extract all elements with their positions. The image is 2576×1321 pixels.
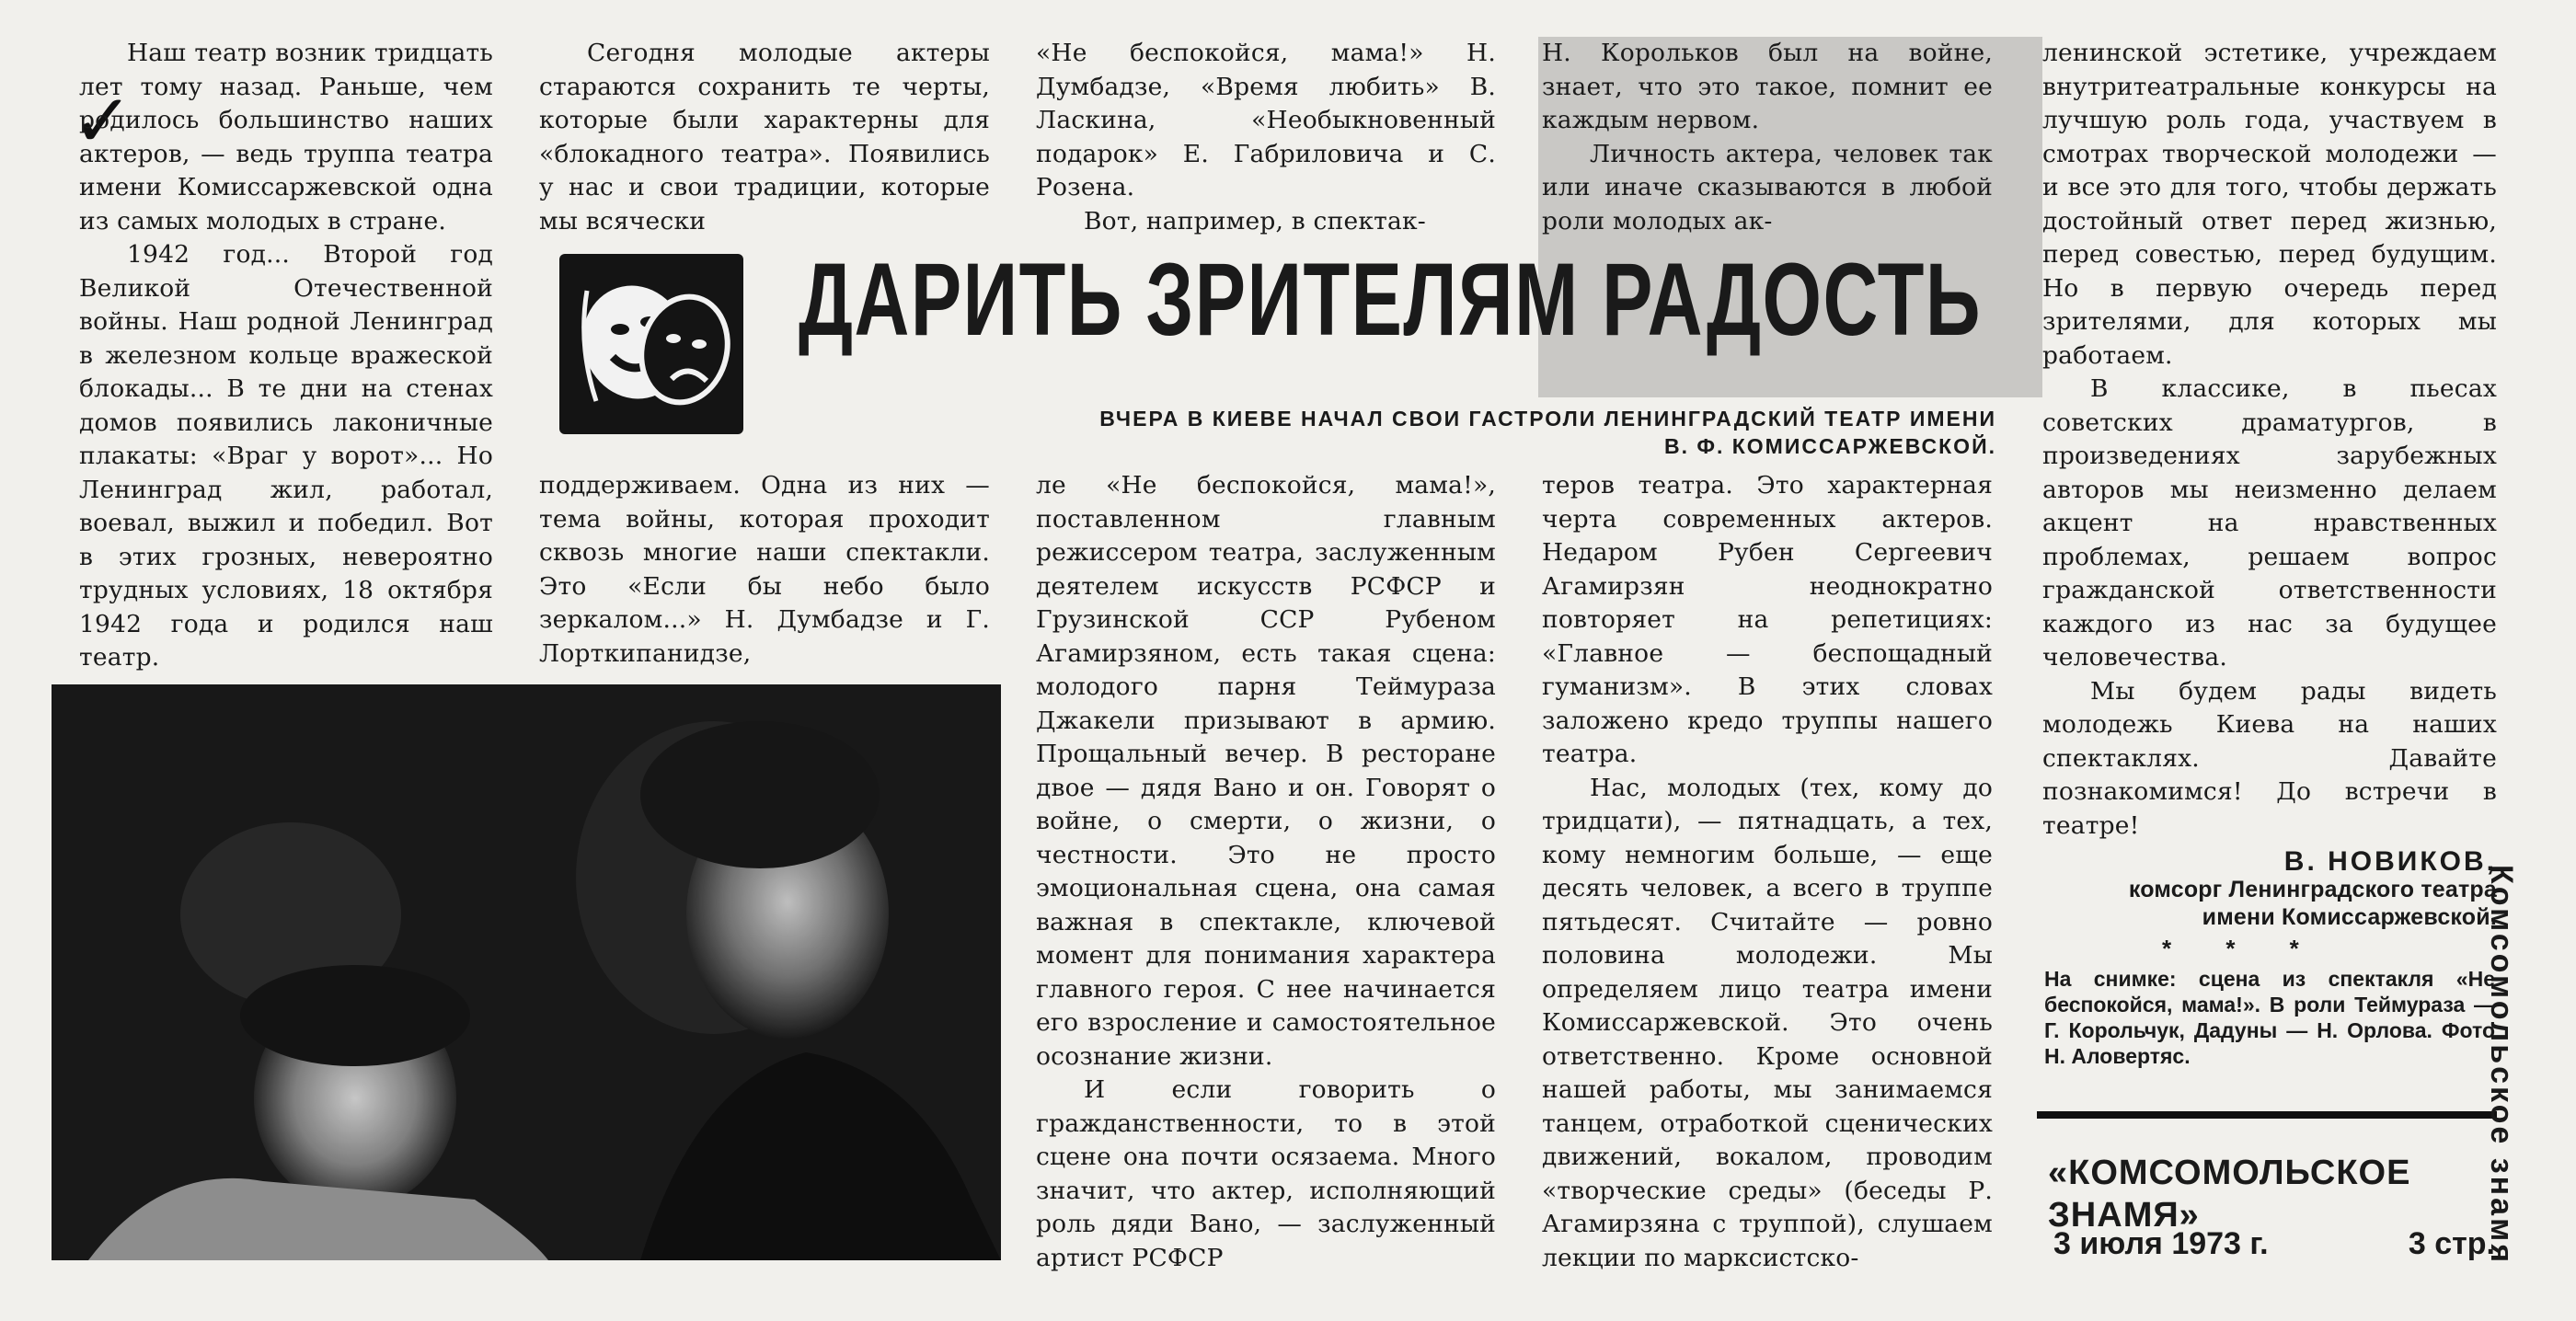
scene-photo (52, 684, 1001, 1260)
vertical-newspaper-label: Комсомольское знамя (2484, 865, 2519, 1266)
paragraph: «Не беспокойся, мама!» Н. Думбадзе, «Время любить» В. Ласкина, «Необыкновенный подарок» Е. Габриловича и С. Розена. (1036, 39, 1496, 201)
theatre-masks-icon (559, 254, 743, 434)
paragraph: Мы будем рады видеть молодежь Киева на наших спектаклях. Давайте познакомимся! До встречи в театре! (2042, 676, 2497, 840)
article-column-1 (79, 37, 493, 675)
paragraph: ле «Не беспокойся, мама!», поставленном главным режиссером театра, заслуженным деятелем искусств РСФСР и Грузинской ССР Рубеном Агамирзяном, есть такая сцена: молодого парня Теймураза Джакели призывают в армию. Прощальный вечер. В ресторане двое — дядя Вано и он. Говорят о войне, о смерти, о жизни, о честности. Это не просто эмоциональная сцена, она самая важная в спектакле, ключевой момент для понимания характера главного героя. С нее начинается его взросление и самостоятельное осознание жизни. (1036, 471, 1496, 1071)
separator-stars: * * * (2162, 935, 2323, 962)
paragraph: Н. Корольков был на войне, знает, что это такое, помнит ее каждым нервом. (1542, 39, 1993, 134)
article-column-4-bottom (1542, 469, 1993, 1275)
author-name: В. НОВИКОВ, (2283, 846, 2497, 877)
article-column-3-top (1036, 37, 1496, 238)
paragraph: 1942 год... Второй год Великой Отечественной войны. Наш родной Ленинград в железном кольце вражеской блокады... В те дни на стенах домов появились лаконичные плакаты: «Враг у ворот»... Но Ленинград жил, работал, воевал, выжил и победил. Вот в этих грозных, невероятно трудных условиях, 18 октября 1942 года и родился наш театр. (79, 240, 493, 672)
article-column-3-bottom (1036, 469, 1496, 1275)
newspaper-name: «КОМСОМОЛЬСКОЕ ЗНАМЯ» (2048, 1154, 2411, 1235)
paragraph: Сегодня молодые актеры стараются сохранить те черты, которые были характерны для «блокадного театра». Появились у нас и свои традиции, которые мы всячески (539, 39, 990, 235)
article-column-2-top (539, 37, 990, 238)
paragraph: И если говорить о гражданственности, то в этой сцене она почти осязаема. Много значит, что актер, исполняющий роль дяди Вано, — заслуженный артист РСФСР (1036, 1075, 1496, 1272)
photo-caption: На снимке: сцена из спектакля «Не беспокойся, мама!». В роли Теймураза — Г. Корольчук, Дадуны — Н. Орлова. Фото Н. Аловертяс. (2044, 967, 2495, 1068)
page-number: 3 стр. (2408, 1226, 2495, 1261)
headline: ДАРИТЬ ЗРИТЕЛЯМ РАДОСТЬ (799, 242, 1982, 357)
paragraph: поддерживаем. Одна из них — тема войны, которая проходит сквозь многие наши спектакли. Это «Если бы небо было зеркалом...» Н. Думбадзе и Г. Лорткипанидзе, (539, 471, 990, 668)
divider-rule (2037, 1111, 2497, 1119)
subheadline: ВЧЕРА В КИЕВЕ НАЧАЛ СВОИ ГАСТРОЛИ ЛЕНИНГРАДСКИЙ ТЕАТР ИМЕНИ В. Ф. КОМИССАРЖЕВСКОЙ. (1099, 407, 1996, 458)
author-title: комсорг Ленинградского театра имени Комиссаржевской. (2128, 877, 2497, 930)
publication-date: 3 июля 1973 г. (2053, 1226, 2269, 1261)
paragraph: В классике, в пьесах советских драматургов, в произведениях зарубежных авторов мы неизменно делаем акцент на нравственных проблемах, решаем вопрос гражданской ответственности каждого из нас за будущее человечества. (2042, 374, 2497, 672)
checkmark-icon: ✓ (72, 78, 134, 164)
article-column-5 (2042, 37, 2497, 931)
paragraph: Личность актера, человек так или иначе сказываются в любой роли молодых ак- (1542, 139, 1993, 235)
paragraph: Наш театр возник тридцать лет тому назад. Раньше, чем родилось большинство наших актеров, — ведь труппа театра имени Комиссаржевской одна из самых молодых в стране. (79, 39, 493, 235)
dateline (2053, 1223, 2495, 1264)
paragraph: теров театра. Это характерная черта современных актеров. Недаром Рубен Сергеевич Агамирзян неоднократно повторяет на репетициях: «Главное — беспощадный гуманизм». В этих словах заложено кредо труппы нашего театра. (1542, 471, 1993, 768)
paragraph: Вот, например, в спектак- (1084, 206, 1426, 235)
article-column-2-bottom (539, 469, 990, 671)
article-column-4-top (1542, 37, 1993, 238)
paragraph: ленинской эстетике, учреждаем внутритеатральные конкурсы на лучшую роль года, участвуем в смотрах творческой молодежи — и все это для того, чтобы держать достойный ответ перед жизнью, перед совестью, перед будущим. Но в первую очередь перед зрителями, для которых мы работаем. (2042, 39, 2497, 370)
paragraph: Нас, молодых (тех, кому до тридцати), — пятнадцать, а тех, кому немногим больше, — еще десять человек, а всего в труппе пятьдесят. Считайте — ровно половина молодежи. Мы определяем лицо театра имени Комиссаржевской. Это очень ответственно. Кроме основной нашей работы, мы занимаемся танцем, отработкой сценических движений, вокалом, проводим «творческие среды» (беседы Р. Агамирзяна с труппой), слушаем лекции по марксистско- (1542, 773, 1993, 1272)
